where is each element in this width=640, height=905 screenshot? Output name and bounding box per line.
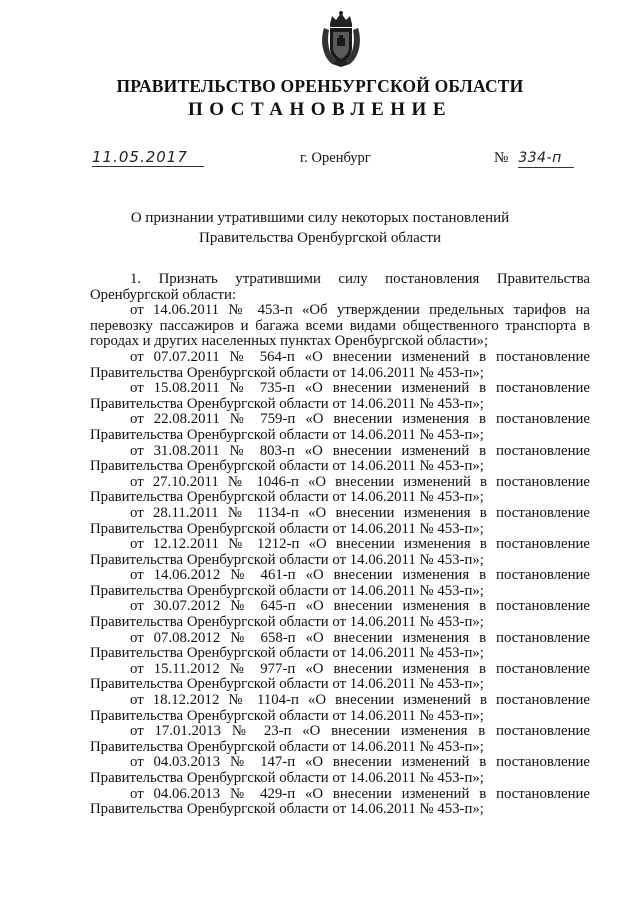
body-line: Правительства Оренбургской области от 14.06.2011 № 453-п»; [90,521,484,537]
body-line: от 04.06.2013 № 429-п «О внесении изменений в постановление [130,786,590,802]
body-line: Правительства Оренбургской области от 14.06.2011 № 453-п»; [90,427,484,443]
body-line: Правительства Оренбургской области от 14.06.2011 № 453-п»; [90,459,484,475]
body-line: от 14.06.2011 № 453-п «Об утверждении предельных тарифов на [130,303,590,319]
body-line: перевозку пассажиров и багажа всеми видами общественного транспорта в [90,318,590,334]
document-number: 334-п [518,150,574,168]
body-line: Правительства Оренбургской области от 14.06.2011 № 453-п»; [90,365,484,381]
body-line: от 15.11.2012 № 977-п «О внесении изменения в постановление [130,661,590,677]
body-line: от 07.08.2012 № 658-п «О внесении изменения в постановление [130,630,590,646]
document-body [90,272,590,818]
body-line: городах и других населенных пунктах Оренбургской области»; [90,334,489,350]
body-line: от 14.06.2012 № 461-п «О внесении изменения в постановление [130,568,590,584]
body-line: Правительства Оренбургской области от 14.06.2011 № 453-п»; [90,771,484,786]
coat-of-arms-icon [318,10,364,68]
document-type-title: ПОСТАНОВЛЕНИЕ [187,99,453,120]
body-line: от 28.11.2011 № 1134-п «О внесении изменения в постановление [130,505,590,521]
body-line: Правительства Оренбургской области от 14.06.2011 № 453-п»; [90,490,484,506]
body-line: от 31.08.2011 № 803-п «О внесении изменений в постановление [130,443,590,459]
body-line: от 30.07.2012 № 645-п «О внесении изменения в постановление [130,599,590,615]
subject-line: О признании утратившими силу некоторых постановлений [130,210,510,226]
body-line: Правительства Оренбургской области от 14.06.2011 № 453-п»; [90,615,484,631]
document-number-block [494,149,574,168]
body-line: Правительства Оренбургской области от 14.06.2011 № 453-п»; [90,646,484,662]
body-line: от 17.01.2013 № 23-п «О внесении изменения в постановление [130,724,590,740]
body-line: от 18.12.2012 № 1104-п «О внесении изменений в постановление [130,693,590,709]
body-line: Правительства Оренбургской области от 14.06.2011 № 453-п»; [90,677,484,693]
body-line: Правительства Оренбургской области от 14.06.2011 № 453-п»; [90,552,484,568]
body-line: от 12.12.2011 № 1212-п «О внесении изменения в постановление [130,537,590,553]
body-line: Правительства Оренбургской области от 14.06.2011 № 453-п»; [90,396,484,412]
subject-line: Правительства Оренбургской области [199,230,441,246]
number-label: № [494,150,509,166]
body-line: от 07.07.2011 № 564-п «О внесении изменений в постановление [130,349,590,365]
document-subject [0,208,640,248]
body-line: Правительства Оренбургской области от 14.06.2011 № 453-п»; [90,583,484,599]
body-line: Правительства Оренбургской области от 14.06.2011 № 453-п»; [90,802,484,818]
organization-title: ПРАВИТЕЛЬСТВО ОРЕНБУРГСКОЙ ОБЛАСТИ [116,76,524,96]
body-line: Правительства Оренбургской области от 14.06.2011 № 453-п»; [90,739,484,755]
body-line: 1. Признать утратившими силу постановления Правительства [130,272,590,287]
document-city: г. Оренбург [300,150,371,166]
body-line: от 04.03.2013 № 147-п «О внесении изменений в постановление [130,755,590,771]
body-line: Правительства Оренбургской области от 14.06.2011 № 453-п»; [90,708,484,724]
body-line: Оренбургской области: [90,287,236,303]
body-line: от 15.08.2011 № 735-п «О внесении изменений в постановление [130,381,590,397]
body-line: от 22.08.2011 № 759-п «О внесении изменения в постановление [130,412,590,428]
document-date: 11.05.2017 [92,149,204,167]
body-line: от 27.10.2011 № 1046-п «О внесении изменений в постановление [130,474,590,490]
